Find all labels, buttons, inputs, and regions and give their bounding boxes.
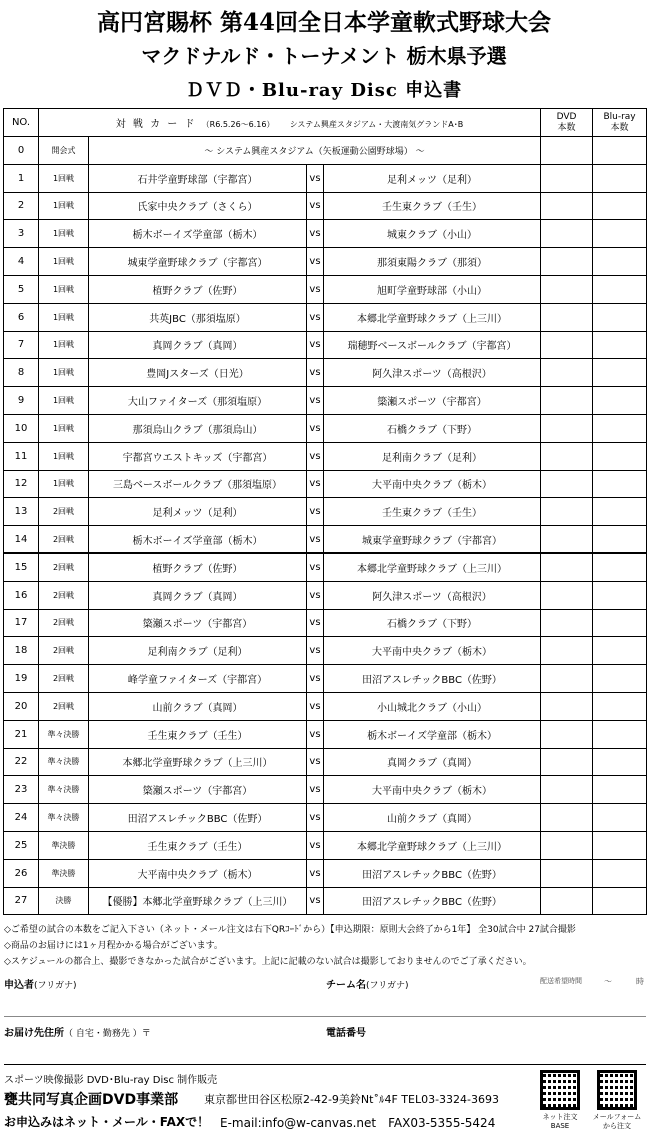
row-no: 5 [4, 275, 39, 303]
qr-code-icon[interactable] [540, 1070, 580, 1110]
team-b: 大平南中央クラブ（栃木） [324, 470, 541, 498]
vs-label: vs [307, 581, 324, 609]
footer-line1: スポーツ映像撮影 DVD･Blu-ray Disc 制作販売 [4, 1075, 218, 1086]
team-a: 植野クラブ（佐野） [89, 553, 307, 581]
vs-label: vs [307, 164, 324, 192]
vs-label: vs [307, 553, 324, 581]
bluray-qty-cell[interactable] [593, 776, 647, 804]
bluray-qty-cell[interactable] [593, 275, 647, 303]
row-no: 7 [4, 331, 39, 359]
table-row [4, 526, 647, 554]
dvd-qty-cell[interactable] [541, 887, 593, 915]
vs-label: vs [307, 331, 324, 359]
bluray-qty-cell[interactable] [593, 665, 647, 693]
row-no: 15 [4, 553, 39, 581]
dvd-qty-cell[interactable] [541, 720, 593, 748]
vs-label: vs [307, 804, 324, 832]
table-row [4, 637, 647, 665]
row-round: 1回戦 [39, 414, 89, 442]
team-a: 簗瀬スポーツ（宇都宮） [89, 776, 307, 804]
dvd-qty-cell[interactable] [541, 192, 593, 220]
dvd-qty-cell[interactable] [541, 859, 593, 887]
dvd-qty-cell[interactable] [541, 442, 593, 470]
team-b: 田沼アスレチックBBC（佐野） [324, 859, 541, 887]
row-no: 27 [4, 887, 39, 915]
header-bluray-line2: 本数 [610, 122, 629, 133]
row-round: 2回戦 [39, 665, 89, 693]
team-b: 田沼アスレチックBBC（佐野） [324, 887, 541, 915]
row-no: 16 [4, 581, 39, 609]
divider [4, 1064, 646, 1065]
bluray-qty-cell[interactable] [593, 387, 647, 415]
qr2-label-line1: メールフォーム [592, 1113, 642, 1121]
dvd-qty-cell[interactable] [541, 776, 593, 804]
dvd-qty-cell[interactable] [541, 498, 593, 526]
bluray-qty-cell[interactable] [593, 303, 647, 331]
table-row [4, 331, 647, 359]
team-a: 【優勝】本郷北学童野球クラブ（上三川） [89, 887, 307, 915]
bluray-qty-cell[interactable] [593, 748, 647, 776]
qr1-label-line1: ネット注文 [542, 1113, 578, 1121]
applicant-label: 申込者 [4, 980, 34, 991]
applicant-row [4, 976, 644, 991]
table-row [4, 220, 647, 248]
vs-label: vs [307, 303, 324, 331]
row-round: 2回戦 [39, 581, 89, 609]
row-no: 24 [4, 804, 39, 832]
note-line: ◇商品のお届けには1ヶ月程かかる場合がございます。 [4, 941, 223, 951]
delivery-time-unit: 時 [636, 977, 644, 986]
bluray-qty-cell[interactable] [593, 887, 647, 915]
bluray-qty-cell[interactable] [593, 804, 647, 832]
team-a: 真岡クラブ（真岡） [89, 581, 307, 609]
vs-label: vs [307, 498, 324, 526]
row-round: 開会式 [39, 137, 89, 165]
footer-address: 東京都世田谷区松原2-42-9美鈴Nt˚ﾙ4F TEL03-3324-3693 [204, 1093, 500, 1106]
team-a: 宇都宮ウエストキッズ（宇都宮） [89, 442, 307, 470]
bluray-qty-cell[interactable] [593, 581, 647, 609]
row-no: 6 [4, 303, 39, 331]
table-row [4, 665, 647, 693]
dvd-qty-cell[interactable] [541, 665, 593, 693]
bluray-qty-cell[interactable] [593, 331, 647, 359]
team-a: 共英JBC（那須塩原） [89, 303, 307, 331]
dvd-qty-cell[interactable] [541, 414, 593, 442]
header-venue: システム興産スタジアム・大渡南気グランドA･B [289, 120, 464, 129]
bluray-qty-cell[interactable] [593, 720, 647, 748]
table-row [4, 498, 647, 526]
table-row [4, 859, 647, 887]
team-b: 真岡クラブ（真岡） [324, 748, 541, 776]
header-card [39, 109, 541, 137]
team-b: 本郷北学童野球クラブ（上三川） [324, 831, 541, 859]
row-no: 9 [4, 387, 39, 415]
notes [4, 922, 648, 970]
vs-label: vs [307, 720, 324, 748]
vs-label: vs [307, 831, 324, 859]
row-no: 0 [4, 137, 39, 165]
team-b: 小山城北クラブ（小山） [324, 692, 541, 720]
table-row [4, 192, 647, 220]
dvd-qty-cell[interactable] [541, 526, 593, 554]
table-row [4, 470, 647, 498]
team-b: 本郷北学童野球クラブ（上三川） [324, 303, 541, 331]
bluray-qty-cell[interactable] [593, 164, 647, 192]
table-row [4, 442, 647, 470]
team-a: 壬生東クラブ（壬生） [89, 831, 307, 859]
header-card-label: 対 戦 カ ー ド [115, 119, 197, 130]
row-round: 決勝 [39, 887, 89, 915]
row-round: 1回戦 [39, 331, 89, 359]
dvd-qty-cell[interactable] [541, 637, 593, 665]
row-no: 20 [4, 692, 39, 720]
qr2-label-line2: から注文 [603, 1122, 631, 1130]
address-row [4, 1024, 644, 1039]
row-no: 10 [4, 414, 39, 442]
bluray-qty-cell[interactable] [593, 526, 647, 554]
team-b: 那須東陽クラブ（那須） [324, 248, 541, 276]
vs-label: vs [307, 526, 324, 554]
row-no: 17 [4, 609, 39, 637]
note-line: ◇スケジュールの都合上、撮影できなかった試合がございます。上記に記載のない試合は撮影しておりませんのでご了承ください。 [4, 957, 532, 967]
row-no: 25 [4, 831, 39, 859]
team-b: 城東学童野球クラブ（宇都宮） [324, 526, 541, 554]
note-line: ◇ご希望の試合の本数をご記入下さい（ネット・メール注文は右下QRｺｰﾄﾞから）【申込期限：原則大会終了から1年】 全30試合中 27試合撮影 [4, 925, 576, 935]
row-venue: ～ システム興産スタジアム（矢板運動公園野球場） ～ [89, 137, 541, 165]
table-row [4, 720, 647, 748]
header-dvd-line2: 本数 [557, 122, 576, 133]
table-row [4, 275, 647, 303]
dvd-qty-cell[interactable] [541, 470, 593, 498]
row-round: 2回戦 [39, 609, 89, 637]
team-b: 足利南クラブ（足利） [324, 442, 541, 470]
team-b: 足利メッツ（足利） [324, 164, 541, 192]
row-no: 19 [4, 665, 39, 693]
team-a: 本郷北学童野球クラブ（上三川） [89, 748, 307, 776]
qr-code-icon[interactable] [597, 1070, 637, 1110]
team-label-wrap [326, 976, 409, 991]
table-header-row [4, 109, 647, 137]
team-b: 壬生東クラブ（壬生） [324, 498, 541, 526]
header-bluray-line1: Blu-ray [603, 111, 636, 122]
row-no: 11 [4, 442, 39, 470]
vs-label: vs [307, 359, 324, 387]
table-row [4, 164, 647, 192]
row-round: 2回戦 [39, 526, 89, 554]
vs-label: vs [307, 859, 324, 887]
row-round: 準々決勝 [39, 776, 89, 804]
row-round: 1回戦 [39, 164, 89, 192]
table-row [4, 248, 647, 276]
table-row [4, 387, 647, 415]
vs-label: vs [307, 220, 324, 248]
dvd-qty-cell[interactable] [541, 387, 593, 415]
vs-label: vs [307, 192, 324, 220]
row-no: 12 [4, 470, 39, 498]
row-round: 1回戦 [39, 387, 89, 415]
row-round: 準々決勝 [39, 748, 89, 776]
team-a: 植野クラブ（佐野） [89, 275, 307, 303]
qr1-label-line2: BASE [550, 1122, 570, 1130]
table-row [4, 581, 647, 609]
bluray-qty-cell[interactable] [593, 859, 647, 887]
bluray-qty-cell[interactable] [593, 248, 647, 276]
delivery-time-label: 配送希望時間 [540, 977, 582, 985]
table-row [4, 887, 647, 915]
bluray-qty-cell[interactable] [593, 470, 647, 498]
phone-label: 電話番号 [326, 1028, 366, 1039]
row-no: 26 [4, 859, 39, 887]
team-b: 阿久津スポーツ（高根沢） [324, 359, 541, 387]
address-label: お届け先住所 [4, 1028, 64, 1039]
header-dvd-line1: DVD [556, 111, 577, 122]
team-b: 旭町学童野球部（小山） [324, 275, 541, 303]
team-b: 城東クラブ（小山） [324, 220, 541, 248]
bluray-qty-cell[interactable] [593, 442, 647, 470]
team-a: 壬生東クラブ（壬生） [89, 720, 307, 748]
dvd-qty-cell[interactable] [541, 303, 593, 331]
team-a: 栃木ボーイズ学童部（栃木） [89, 220, 307, 248]
dvd-qty-cell[interactable] [541, 275, 593, 303]
team-a: 簗瀬スポーツ（宇都宮） [89, 609, 307, 637]
dvd-qty-cell[interactable] [541, 164, 593, 192]
row-round: 2回戦 [39, 637, 89, 665]
row-no: 4 [4, 248, 39, 276]
bluray-qty-cell[interactable] [593, 192, 647, 220]
dvd-qty-cell[interactable] [541, 748, 593, 776]
table-row [4, 609, 647, 637]
vs-label: vs [307, 275, 324, 303]
row-round: 準決勝 [39, 859, 89, 887]
bluray-qty-cell[interactable] [593, 220, 647, 248]
dvd-qty-cell[interactable] [541, 831, 593, 859]
table-row [4, 776, 647, 804]
team-a: 大山ファイターズ（那須塩原） [89, 387, 307, 415]
header-dvd [541, 109, 593, 137]
bluray-qty-cell[interactable] [593, 692, 647, 720]
dvd-qty-cell[interactable] [541, 137, 593, 165]
row-no: 1 [4, 164, 39, 192]
dvd-qty-cell[interactable] [541, 553, 593, 581]
table-row [4, 804, 647, 832]
team-a: 三島ベースボールクラブ（那須塩原） [89, 470, 307, 498]
team-b: 栃木ボーイズ学童部（栃木） [324, 720, 541, 748]
bluray-qty-cell[interactable] [593, 498, 647, 526]
team-a: 真岡クラブ（真岡） [89, 331, 307, 359]
table-row [4, 553, 647, 581]
team-a: 豊岡Jスターズ（日光） [89, 359, 307, 387]
row-round: 1回戦 [39, 470, 89, 498]
vs-label: vs [307, 692, 324, 720]
team-a: 大平南中央クラブ（栃木） [89, 859, 307, 887]
row-round: 2回戦 [39, 498, 89, 526]
vs-label: vs [307, 609, 324, 637]
dvd-qty-cell[interactable] [541, 220, 593, 248]
header-period: （R6.5.26～6.16） [201, 120, 275, 129]
form-name: ＤＶＤ・Blu-ray Disc 申込書 [185, 80, 463, 101]
header-bluray [593, 109, 647, 137]
dvd-qty-cell[interactable] [541, 609, 593, 637]
dvd-qty-cell[interactable] [541, 248, 593, 276]
row-no: 3 [4, 220, 39, 248]
vs-label: vs [307, 248, 324, 276]
page-subtitle: マクドナルド・トーナメント 栃木県予選 [141, 44, 507, 68]
team-b: 石橋クラブ（下野） [324, 414, 541, 442]
row-round: 準決勝 [39, 831, 89, 859]
table-row [4, 414, 647, 442]
row-round: 1回戦 [39, 275, 89, 303]
footer-order-lead: お申込みはネット・メール・FAXで！ [4, 1115, 210, 1129]
team-a: 那須烏山クラブ（那須烏山） [89, 414, 307, 442]
table-row [4, 303, 647, 331]
row-no: 22 [4, 748, 39, 776]
footer-contact: E-mail:info@w-canvas.net FAX03-5355-5424 [220, 1116, 496, 1130]
vs-label: vs [307, 637, 324, 665]
team-b: 大平南中央クラブ（栃木） [324, 637, 541, 665]
team-b: 本郷北学童野球クラブ（上三川） [324, 553, 541, 581]
row-no: 14 [4, 526, 39, 554]
dvd-qty-cell[interactable] [541, 692, 593, 720]
team-b: 簗瀬スポーツ（宇都宮） [324, 387, 541, 415]
table-row-opening [4, 137, 647, 165]
team-b: 田沼アスレチックBBC（佐野） [324, 665, 541, 693]
vs-label: vs [307, 470, 324, 498]
bluray-qty-cell[interactable] [593, 553, 647, 581]
address-note: （ 自宅・勤務先 ）〒 [64, 1029, 151, 1039]
row-no: 8 [4, 359, 39, 387]
divider [4, 1016, 646, 1017]
vs-label: vs [307, 387, 324, 415]
team-b: 阿久津スポーツ（高根沢） [324, 581, 541, 609]
dvd-qty-cell[interactable] [541, 359, 593, 387]
footer-company: 甕共同写真企画DVD事業部 [4, 1092, 179, 1108]
table-row [4, 692, 647, 720]
header-no: NO. [4, 109, 39, 137]
team-label: チーム名 [326, 980, 366, 991]
table-row [4, 831, 647, 859]
vs-label: vs [307, 414, 324, 442]
bluray-qty-cell[interactable] [593, 137, 647, 165]
qr2-label [592, 1113, 642, 1131]
row-no: 23 [4, 776, 39, 804]
team-kana: (フリガナ) [366, 981, 409, 991]
row-round: 1回戦 [39, 192, 89, 220]
bluray-qty-cell[interactable] [593, 637, 647, 665]
team-a: 足利南クラブ（足利） [89, 637, 307, 665]
page-title: 高円宮賜杯 第44回全日本学童軟式野球大会 [96, 9, 551, 36]
team-a: 栃木ボーイズ学童部（栃木） [89, 526, 307, 554]
bluray-qty-cell[interactable] [593, 831, 647, 859]
vs-label: vs [307, 665, 324, 693]
row-round: 2回戦 [39, 553, 89, 581]
bluray-qty-cell[interactable] [593, 414, 647, 442]
team-a: 足利メッツ（足利） [89, 498, 307, 526]
team-a: 石井学童野球部（宇都宮） [89, 164, 307, 192]
row-round: 1回戦 [39, 220, 89, 248]
applicant-kana: (フリガナ) [34, 981, 77, 991]
vs-label: vs [307, 776, 324, 804]
vs-label: vs [307, 748, 324, 776]
bluray-qty-cell[interactable] [593, 609, 647, 637]
team-b: 瑞穂野ベースボールクラブ（宇都宮） [324, 331, 541, 359]
team-b: 壬生東クラブ（壬生） [324, 192, 541, 220]
row-no: 13 [4, 498, 39, 526]
vs-label: vs [307, 442, 324, 470]
table-row [4, 359, 647, 387]
dvd-qty-cell[interactable] [541, 331, 593, 359]
row-round: 1回戦 [39, 442, 89, 470]
team-a: 田沼アスレチックBBC（佐野） [89, 804, 307, 832]
table-row [4, 748, 647, 776]
bluray-qty-cell[interactable] [593, 359, 647, 387]
team-b: 石橋クラブ（下野） [324, 609, 541, 637]
row-round: 1回戦 [39, 359, 89, 387]
team-a: 峰学童ファイターズ（宇都宮） [89, 665, 307, 693]
row-round: 準々決勝 [39, 720, 89, 748]
team-b: 山前クラブ（真岡） [324, 804, 541, 832]
team-a: 氏家中央クラブ（さくら） [89, 192, 307, 220]
row-no: 2 [4, 192, 39, 220]
order-table [3, 108, 647, 915]
team-a: 城東学童野球クラブ（宇都宮） [89, 248, 307, 276]
row-round: 1回戦 [39, 248, 89, 276]
qr1-label [535, 1113, 585, 1131]
row-no: 21 [4, 720, 39, 748]
team-a: 山前クラブ（真岡） [89, 692, 307, 720]
delivery-time-sep: ～ [604, 977, 612, 986]
row-round: 1回戦 [39, 303, 89, 331]
dvd-qty-cell[interactable] [541, 804, 593, 832]
row-round: 準々決勝 [39, 804, 89, 832]
vs-label: vs [307, 887, 324, 915]
team-b: 大平南中央クラブ（栃木） [324, 776, 541, 804]
row-no: 18 [4, 637, 39, 665]
row-round: 2回戦 [39, 692, 89, 720]
dvd-qty-cell[interactable] [541, 581, 593, 609]
